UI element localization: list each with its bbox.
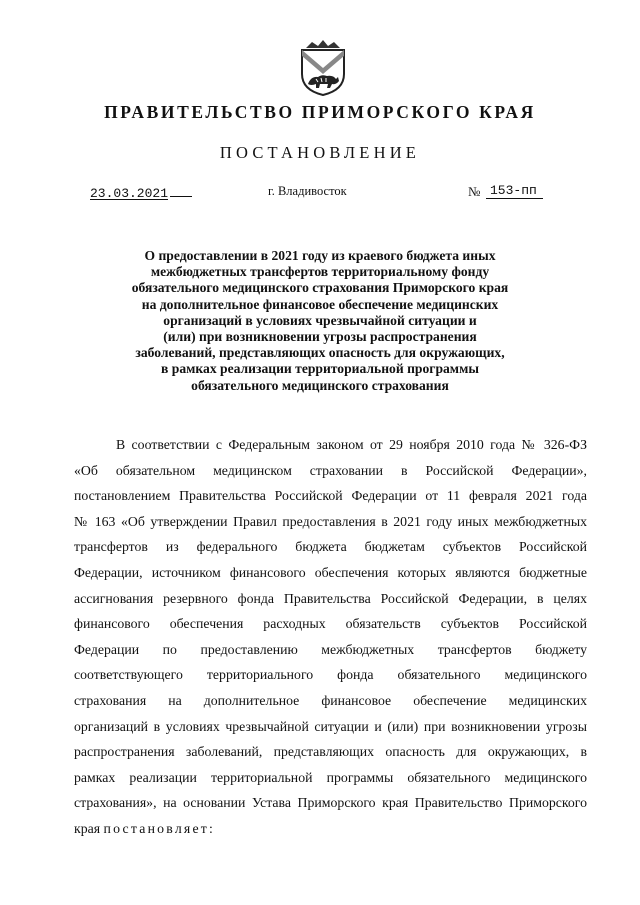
- document-date: [90, 184, 192, 201]
- body-line: страхования на дополнительное финансовое обеспечение медицинских: [74, 692, 587, 708]
- title-line: обязательного медицинского страхования: [191, 377, 449, 393]
- document-date-value: 23.03.2021: [90, 186, 169, 201]
- body-paragraph: [74, 432, 587, 842]
- body-line: финансового обеспечения расходных обязательств субъектов Российской: [74, 616, 587, 632]
- document-type: ПОСТАНОВЛЕНИЕ: [219, 143, 421, 162]
- body-line: Федерации, источником финансового обеспечения которых являются бюджетные: [74, 564, 587, 580]
- body-line: В соответствии с Федеральным законом от 29 ноября 2010 года № 326-ФЗ: [116, 437, 587, 452]
- body-line: ассигнования резервного фонда Правительства Российской Федерации, в целях: [74, 590, 587, 606]
- body-line: «Об обязательном медицинском страховании в Российской Федерации»,: [74, 462, 587, 478]
- title-line: в рамках реализации территориальной программы: [161, 361, 479, 377]
- coat-of-arms-icon: [296, 40, 350, 96]
- title-line: заболеваний, представляющих опасность для окружающих,: [135, 345, 505, 361]
- body-line: трансфертов из федерального бюджета бюджетам субъектов Российской: [74, 539, 587, 555]
- resolves-word: постановляет:: [103, 820, 216, 836]
- title-line: межбюджетных трансфертов территориальному фонду: [150, 264, 490, 280]
- date-underline: [170, 184, 192, 197]
- title-line: организаций в условиях чрезвычайной ситуации и: [163, 312, 477, 328]
- body-line: соответствующего территориального фонда обязательного медицинского: [74, 667, 587, 683]
- body-last-prefix: края: [74, 820, 104, 836]
- body-line: постановлением Правительства Российской Федерации от 11 февраля 2021 года: [74, 488, 587, 504]
- authority-name: ПРАВИТЕЛЬСТВО ПРИМОРСКОГО КРАЯ: [104, 102, 536, 122]
- body-line: № 163 «Об утверждении Правил предоставления в 2021 году иных межбюджетных: [74, 513, 587, 529]
- body-line: рамках реализации территориальной программы обязательного медицинского: [74, 769, 587, 785]
- body-line: организаций в условиях чрезвычайной ситуации и (или) при возникновении угрозы: [74, 718, 587, 734]
- body-line: Федерации по предоставлению межбюджетных трансфертов бюджету: [74, 641, 587, 657]
- title-line: обязательного медицинского страхования Приморского края: [131, 280, 509, 296]
- title-line: (или) при возникновении угрозы распространения: [163, 329, 477, 345]
- body-line-last: [74, 816, 587, 842]
- document-number: 153-пп: [486, 184, 543, 199]
- body-line: распространения заболеваний, представляющих опасность для окружающих, в: [74, 744, 587, 760]
- document-number-label: №: [468, 184, 481, 199]
- body-line: страхования», на основании Устава Приморского края Правительство Приморского: [74, 795, 587, 811]
- title-line: О предоставлении в 2021 году из краевого бюджета иных: [144, 248, 496, 263]
- document-city: г. Владивосток: [268, 184, 347, 198]
- title-line: на дополнительное финансовое обеспечение медицинских: [141, 296, 499, 312]
- document-title: [118, 248, 522, 394]
